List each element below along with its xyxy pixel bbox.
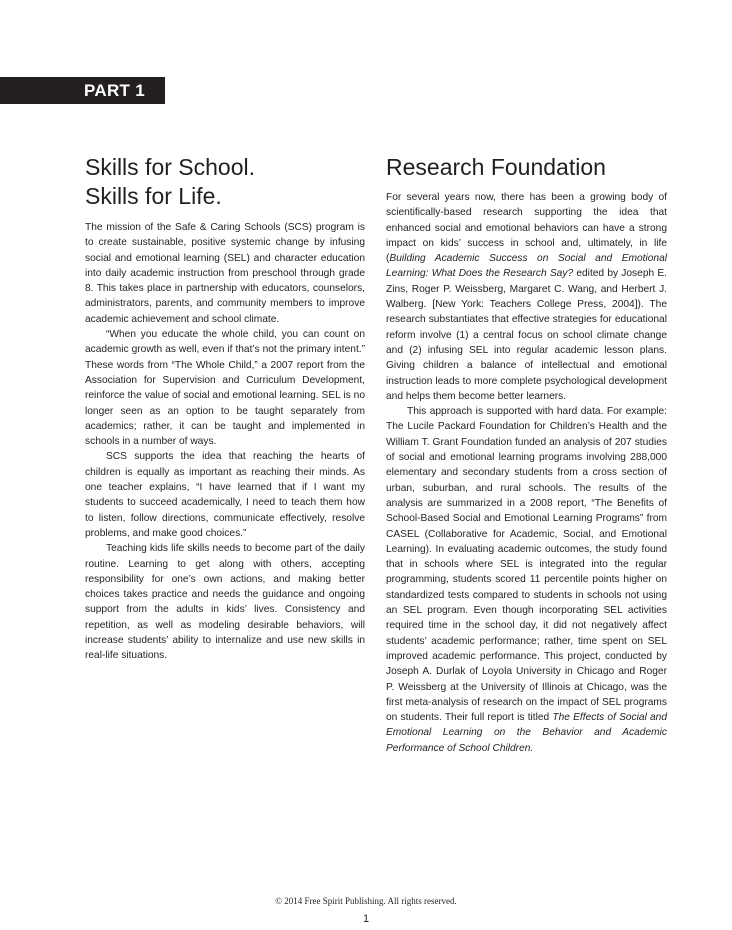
page-number: 1 (362, 913, 370, 925)
title-line-2: Skills for Life. (85, 183, 222, 209)
copyright-notice: © 2014 Free Spirit Publishing. All rights reserved. (275, 896, 457, 906)
section-title-skills (85, 153, 365, 211)
section-title-research: Research Foundation (386, 154, 606, 180)
research-text-1: For several years now, there has been a growing body of scientifically-based research supporting the idea that enhanced social and emotional behaviors can have a strong impact on kids’ success in school and, ultimately, in life ( (386, 192, 667, 265)
paragraph-mission: The mission of the Safe & Caring Schools (SCS) program is to create sustainable, positive systemic change by infusing social and emotional learning (SEL) and character education into daily academic instruction from preschool through grade 8. This takes place in partnership with educators, counselors, administrators, parents, and community members to improve academic achievement and school climate. (85, 222, 365, 325)
paragraph-research-body (386, 190, 667, 404)
paragraph-whole-child: “When you educate the whole child, you can count on academic growth as well, even if that’s not the primary intent.” These words from “The Whole Child,” a 2007 report from the Association for Supervision and Curriculum Development, reinforce the value of social and emotional learning. SEL is no longer seen as an option to be taught separately from academics; rather, it can be taught and implemented in schools in a number of ways. (85, 329, 365, 448)
left-column (85, 153, 365, 664)
title-line-1: Skills for School. (85, 154, 256, 180)
hard-data-text: This approach is supported with hard data. For example: The Lucile Packard Foundation for Children’s Health and the William T. Grant Foundation funded an analysis of 207 studies of social and emotional learning programs involving 288,000 elementary and secondary students from a cross section of urban, suburban, and rural schools. The results of the analysis are summarized in a 2008 report, “The Benefits of School-Based Social and Emotional Learning Programs” from CASEL (Collaborative for Academic, Social, and Emotional Learning). In evaluating academic outcomes, the study found that in schools where SEL is integrated into the regular programming, students scored 11 percentile points higher on standardized tests compared to students in schools not using an SEL program. Even though incorporating SEL activities required time in the school day, it did not negatively affect students’ academic performance; rather, time spent on SEL improved academic performance. This project, conducted by Joseph A. Durlak of Loyola University in Chicago and Roger P. Weissberg at the University of Illinois at Chicago, was the first meta-analysis of research on the impact of SEL programs on students. Their full report is titled (386, 406, 667, 724)
book-title: Building Academic Success on Social and Emotional Learning: What Does the Research Say? (386, 253, 667, 280)
paragraph-life-skills: Teaching kids life skills needs to become part of the daily routine. Learning to get along with others, accepting responsibility for one’s own actions, and making better choices takes practice and needs the guidance and ongoing support from the adults in kids’ lives. Consistency and repetition, as well as modeling desirable behaviors, will increase students’ ability to internalize and use new skills in real-life situations. (85, 543, 365, 662)
paragraph-hearts: SCS supports the idea that reaching the hearts of children is equally as important as reaching their minds. As one teacher explains, “I have learned that if I want my students to succeed academically, I need to teach them how to listen, follow directions, communicate effectively, resolve problems, and make good choices.” (85, 451, 365, 539)
paragraph-hard-data (386, 404, 667, 756)
research-text-2: edited by Joseph E. Zins, Roger P. Weissberg, Margaret C. Wang, and Herbert J. Walberg. [New York: Teachers College Press, 2004]). The research substantiates that effective strategies for educational reform involve (1) a central focus on school climate change and (2) infusing SEL into regular academic lesson plans. Giving children a balance of intellectual and emotional instruction leads to more complete psychological development and helps them become better learners. (386, 268, 667, 402)
part-label: PART 1 (0, 77, 165, 104)
report-title: The Effects of Social and Emotional Learning on the Behavior and Academic Performance of School Children. (386, 712, 667, 754)
right-column (386, 153, 667, 756)
